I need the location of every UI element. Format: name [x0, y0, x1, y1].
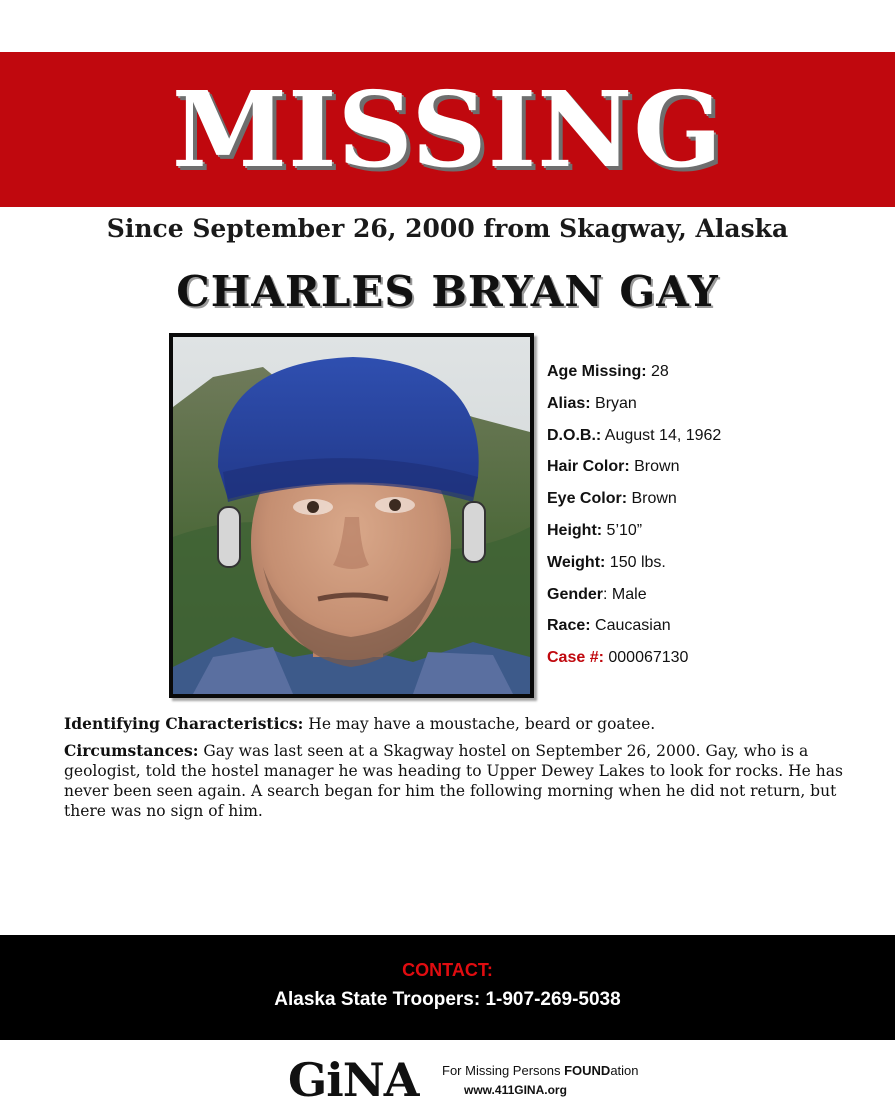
- identifying-characteristics: [64, 714, 844, 734]
- detail-label: Eye Color:: [547, 490, 628, 508]
- detail-eye-color: [547, 485, 877, 517]
- portrait-illustration: [173, 337, 530, 694]
- identifying-label: Identifying Characteristics:: [64, 714, 304, 733]
- narrative-section: [64, 714, 844, 828]
- detail-label: Height:: [547, 521, 603, 539]
- detail-value: : Male: [603, 585, 647, 603]
- detail-value: 000067130: [603, 649, 689, 667]
- detail-case-number: [547, 644, 877, 676]
- contact-label: CONTACT:: [402, 960, 493, 980]
- details-list: [547, 358, 877, 676]
- circumstances-label: Circumstances:: [64, 741, 199, 760]
- detail-value: 28: [646, 363, 669, 380]
- detail-age-missing: [547, 358, 877, 390]
- detail-value: 5’10”: [602, 521, 643, 539]
- detail-race: [547, 612, 877, 644]
- banner-title: MISSING: [171, 68, 724, 191]
- gina-logo: [288, 1052, 648, 1108]
- missing-person-photo: [169, 333, 534, 698]
- detail-label: Hair Color:: [547, 458, 630, 476]
- person-name: CHARLES BRYAN GAY: [176, 267, 719, 316]
- detail-label: Age Missing:: [547, 363, 647, 380]
- detail-value: Brown: [627, 490, 677, 508]
- tagline-suffix: ation: [610, 1063, 639, 1078]
- detail-value: Brown: [629, 458, 680, 476]
- detail-value: Bryan: [590, 394, 637, 412]
- detail-dob: [547, 422, 877, 454]
- detail-weight: [547, 549, 877, 581]
- gina-tagline: [442, 1063, 639, 1079]
- detail-gender: [547, 581, 877, 613]
- detail-label: Weight:: [547, 553, 606, 571]
- detail-value: Caucasian: [590, 617, 671, 635]
- detail-label: Gender: [547, 585, 604, 603]
- identifying-text: He may have a moustache, beard or goatee.: [303, 715, 656, 733]
- circumstances: [64, 741, 844, 821]
- detail-label: Race:: [547, 617, 591, 635]
- tagline-bold: FOUND: [564, 1063, 611, 1078]
- tagline-prefix: For Missing Persons: [442, 1063, 565, 1078]
- detail-label: Case #:: [547, 649, 604, 667]
- missing-since-subtitle: Since September 26, 2000 from Skagway, Alaska: [106, 214, 789, 243]
- detail-label: Alias:: [547, 394, 591, 412]
- detail-alias: [547, 390, 877, 422]
- detail-label: D.O.B.:: [547, 426, 602, 444]
- circumstances-text: Gay was last seen at a Skagway hostel on September 26, 2000. Gay, who is a geologist, told the hostel manager he was heading to Upper Dewey Lakes to look for rocks. He has never been seen again. A search began for him the following morning when he did not return, but there was no sign of him.: [64, 742, 843, 820]
- detail-value: August 14, 1962: [601, 426, 722, 444]
- gina-logo-mark: GiNA: [288, 1053, 419, 1107]
- gina-url: www.411GINA.org: [464, 1083, 567, 1097]
- detail-value: 150 lbs.: [605, 553, 666, 571]
- contact-phone: Alaska State Troopers: 1-907-269-5038: [274, 989, 621, 1010]
- detail-height: [547, 517, 877, 549]
- detail-hair-color: [547, 453, 877, 485]
